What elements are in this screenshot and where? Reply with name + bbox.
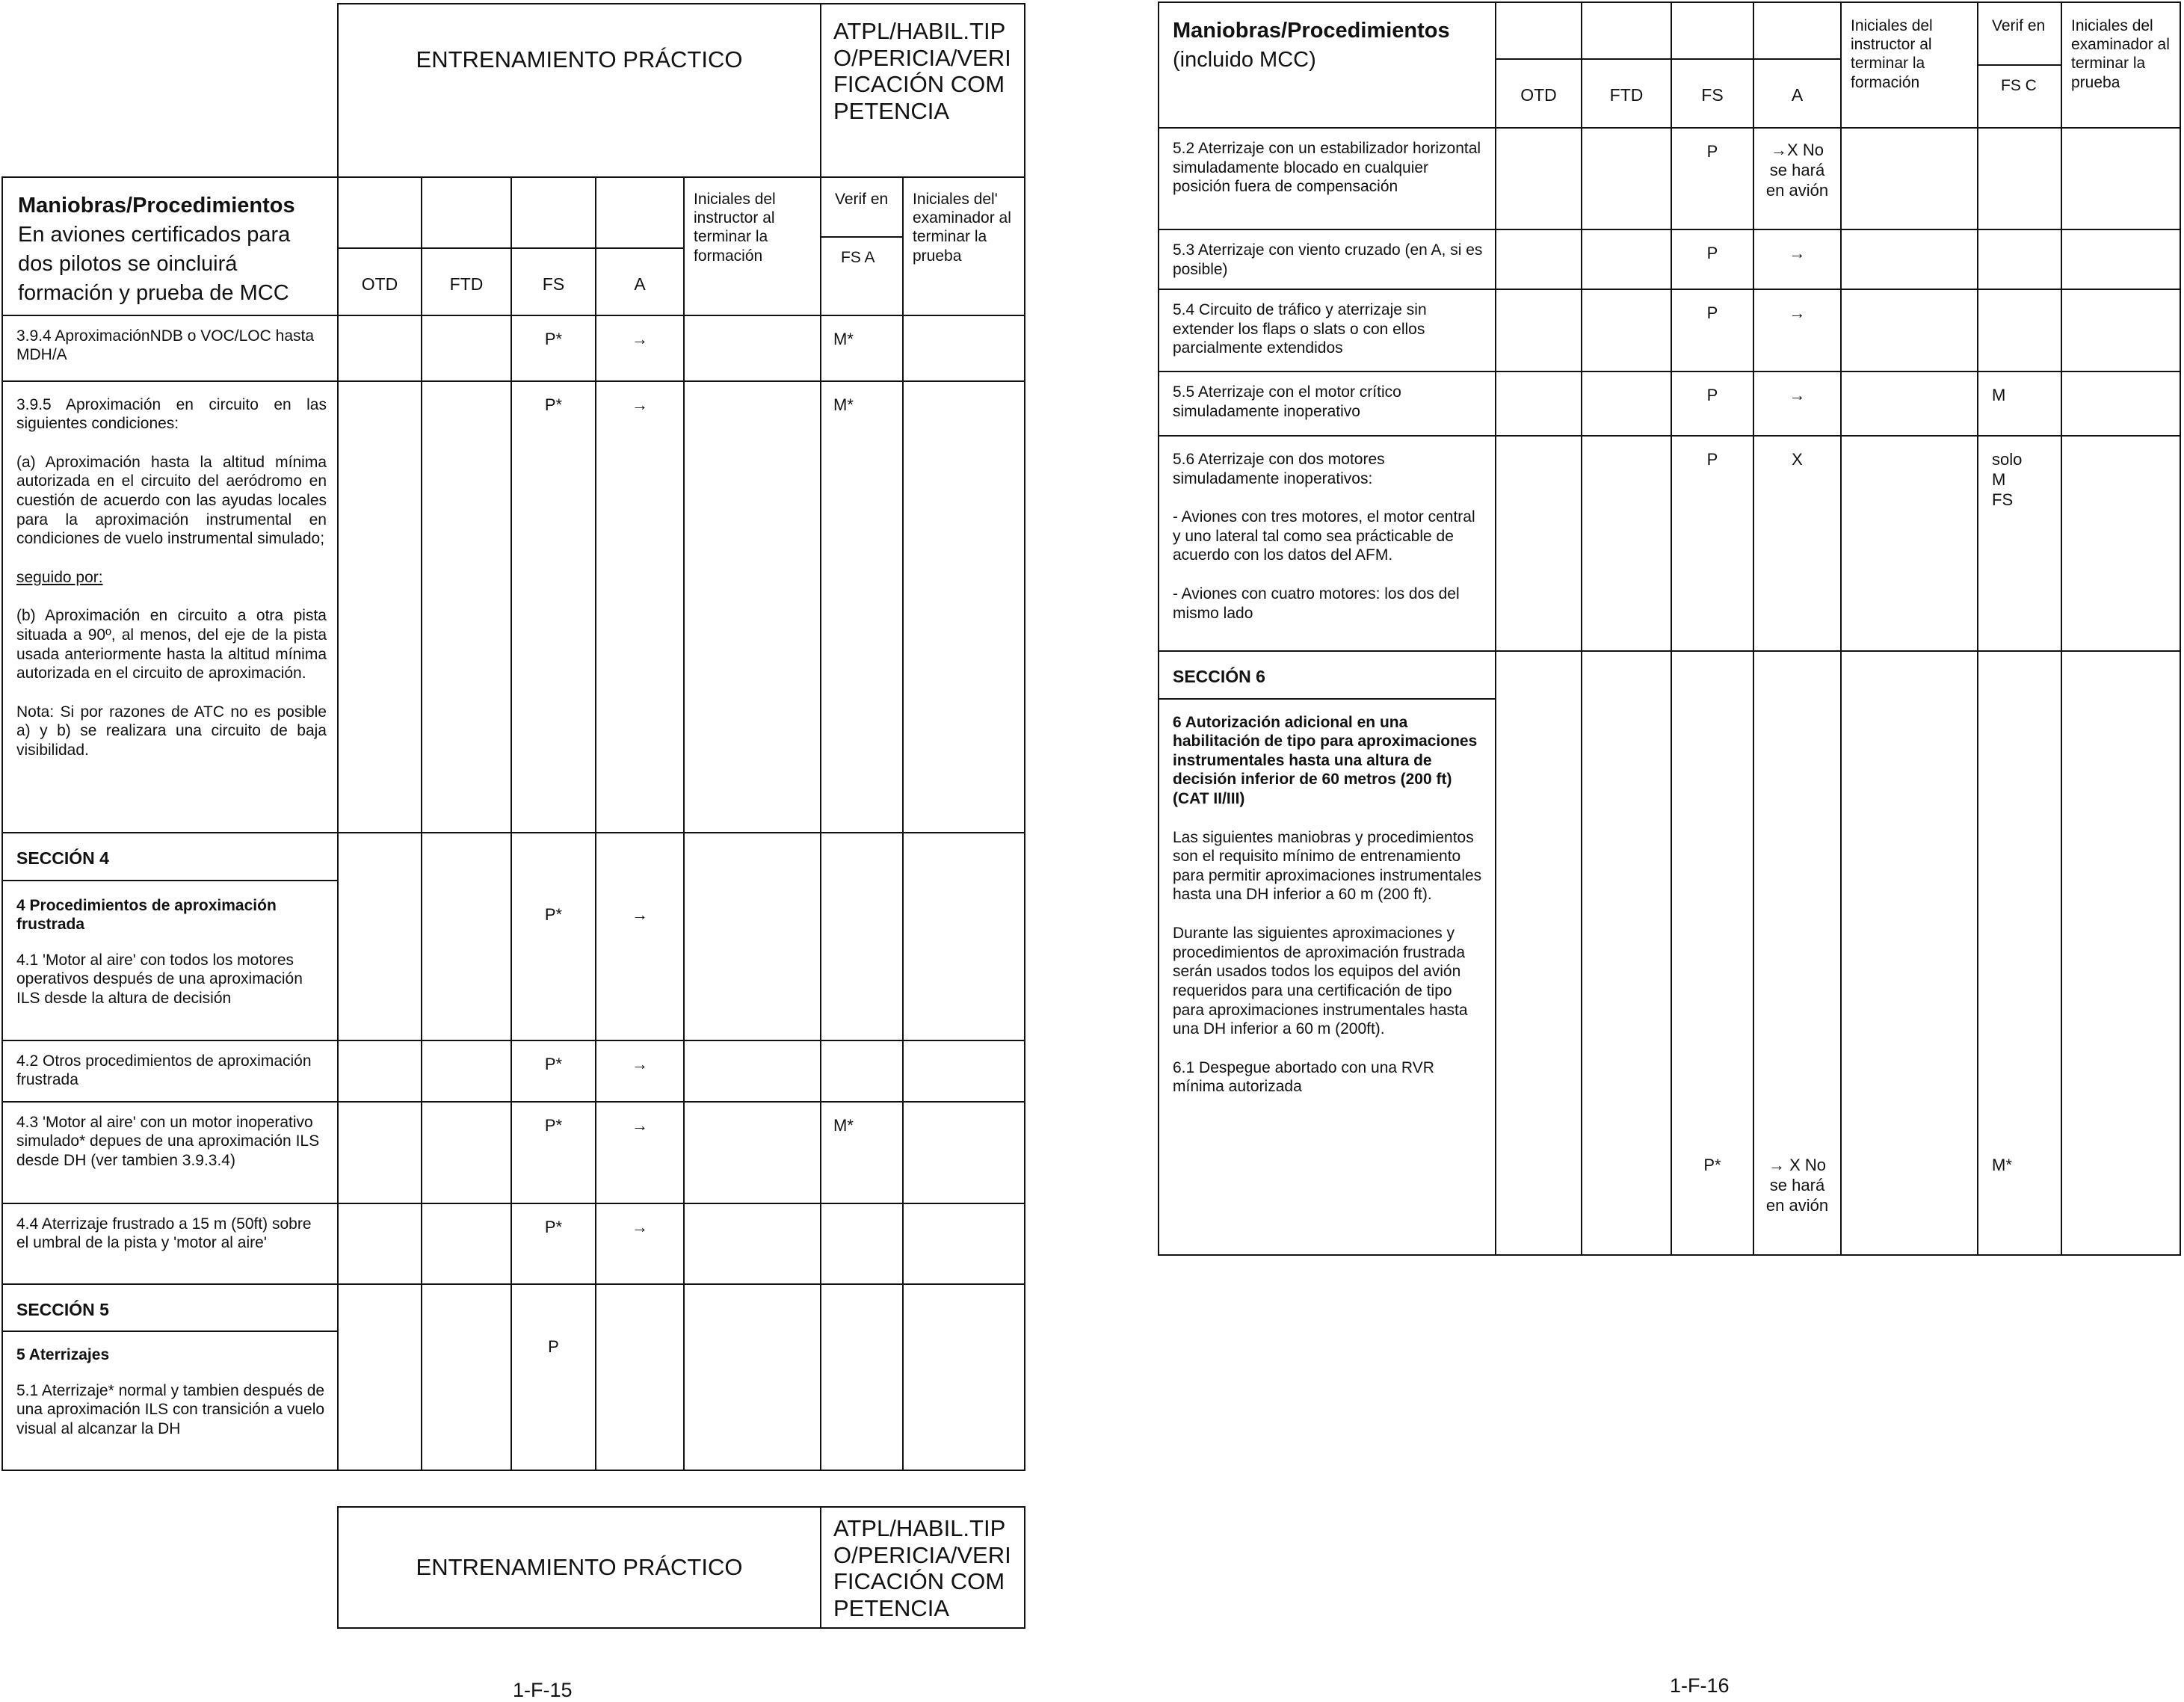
row-3-9-5-seguido: seguido por: — [16, 568, 103, 586]
right-table — [1158, 1, 2181, 1256]
row-3-9-4-fs: P* — [511, 315, 596, 381]
right-col-examiner-initials: Iniciales del examinador al terminar la prueba — [2061, 2, 2180, 128]
right-col-instructor-initials: Iniciales del instructor al terminar la formación — [1841, 2, 1978, 128]
row-3-9-5-b: (b) Aproximación en circuito a otra pista situada a 90º, al menos, del eje de la pista usada anteriormente hasta la altitud mínima autorizada en el circuito de aproximación. — [16, 607, 327, 682]
right-maneuvers-subheading: (incluido MCC) — [1173, 48, 1316, 73]
row-5-4-a: → — [1753, 289, 1841, 371]
row-5-6-intro: 5.6 Aterrizaje con dos motores simuladamente inoperativos: — [1173, 451, 1385, 487]
row-6-para-1: Las siguientes maniobras y procedimientos son el requisito mínimo de entrenamiento para permitir aproximaciones instrumentales hasta una DH inferior a 60 m (200 ft). — [1173, 828, 1482, 904]
right-col-ftd: FTD — [1582, 58, 1671, 127]
page-number-right: 1-F-16 — [1670, 1674, 1730, 1697]
right-col-verif-type: FS C — [2001, 77, 2037, 94]
row-4-title: 4 Procedimientos de aproximación frustrada — [16, 896, 277, 934]
row-4-1-fs: P* — [511, 833, 596, 1040]
right-col-a: A — [1754, 58, 1840, 127]
col-otd: OTD — [339, 247, 421, 315]
row-3-9-4-verif: M* — [821, 315, 903, 381]
col-verif-label: Verif en — [821, 190, 902, 238]
row-4-1-a: → — [596, 833, 684, 1040]
row-5-1 — [2, 1331, 338, 1470]
row-5-5-fs: P — [1671, 371, 1753, 436]
row-3-9-4-a: → — [596, 315, 684, 381]
row-3-9-5-a: (a) Aproximación hasta la altitud mínima autorizada en el circuito del aeródromo en cuestión de acuerdo con las ayudas locales para la aproximación instrumental en condiciones de vuelo instrumental simulado; — [16, 453, 327, 548]
row-6-title: 6 Autorización adicional en una habilitación de tipo para aproximaciones instrumentales hasta una altura de decisión inferior de 60 metros (200 ft) (CAT II/III) — [1173, 713, 1478, 808]
row-3-9-5-fs: P* — [511, 381, 596, 833]
row-4-4-fs: P* — [511, 1203, 596, 1284]
col-examiner-initials: Iniciales del' examinador al terminar la prueba — [903, 177, 1025, 315]
row-4-3-fs: P* — [511, 1102, 596, 1203]
row-6 — [1159, 699, 1496, 1255]
maneuvers-heading: Maniobras/Procedimientos — [18, 194, 295, 218]
col-verif-type: FS A — [841, 249, 875, 266]
page-number-left: 1-F-15 — [513, 1679, 573, 1701]
row-6-1-a: → X No se hará en avión — [1753, 651, 1841, 1255]
right-maneuvers-heading: Maniobras/Procedimientos — [1173, 19, 1450, 43]
row-5-title: 5 Aterrizajes — [16, 1346, 110, 1364]
row-3-9-5-intro: 3.9.5 Aproximación en circuito en las siguientes condiciones: — [16, 395, 327, 433]
blank-corner — [2, 4, 338, 177]
row-5-4-fs: P — [1671, 289, 1753, 371]
row-5-3-a: → — [1753, 229, 1841, 289]
section-5-label: SECCIÓN 5 — [2, 1284, 338, 1332]
row-5-1-text: 5.1 Aterrizaje* normal y tambien después de una aproximación ILS con transición a vuelo visual al alcanzar la DH — [16, 1381, 325, 1437]
footer-check-title: ATPL/HABIL.TIPO/PERICIA/VERIFICACIÓN COMPETENCIA — [833, 1515, 1011, 1621]
row-6-para-2: Durante las siguientes aproximaciones y procedimientos de aproximación frustrada serán usados todos los equipos del avión requeridos para una certificación de tipo para aproximaciones instrumentales hasta una DH inferior a 60 m (200ft). — [1173, 925, 1468, 1038]
row-3-9-5-note: Nota: Si por razones de ATC no es posible a) y b) se realizara una circuito de baja visibilidad. — [16, 703, 327, 759]
row-4-3-text: 4.3 'Motor al aire' con un motor inoperativo simulado* depues de una aproximación ILS desde DH (ver tambien 3.9.3.4) — [2, 1102, 338, 1203]
row-5-2-text: 5.2 Aterrizaje con un estabilizador horizontal simuladamente blocado en cualquier posición fuera de compensación — [1159, 128, 1496, 229]
row-5-5-verif: M — [1978, 371, 2061, 436]
row-5-2-fs: P — [1671, 128, 1753, 229]
training-title: ENTRENAMIENTO PRÁCTICO — [416, 46, 743, 73]
row-5-2-a: →X No se hará en avión — [1753, 128, 1841, 229]
col-a: A — [596, 247, 683, 315]
row-4-2-a: → — [596, 1040, 684, 1102]
row-4-3-a: → — [596, 1102, 684, 1203]
col-ftd: FTD — [422, 247, 510, 315]
col-instructor-initials: Iniciales del instructor al terminar la formación — [684, 177, 821, 315]
right-col-fs: FS — [1672, 58, 1753, 127]
row-3-9-5-a-mark: → — [596, 381, 684, 833]
row-6-1-fs: P* — [1671, 651, 1753, 1255]
row-5-6-fs: P — [1671, 436, 1753, 651]
row-5-6-bullet-1: - Aviones con tres motores, el motor central y uno lateral tal como sea prácticable de acuerdo con los datos del AFM. — [1173, 508, 1475, 564]
right-col-verif-label: Verif en — [1978, 16, 2061, 66]
row-5-6-a: X — [1753, 436, 1841, 651]
row-3-9-5-verif: M* — [821, 381, 903, 833]
row-4-4-text: 4.4 Aterrizaje frustrado a 15 m (50ft) sobre el umbral de la pista y 'motor al aire' — [2, 1203, 338, 1284]
col-fs: FS — [512, 247, 595, 315]
row-5-3-text: 5.3 Aterrizaje con viento cruzado (en A, si es posible) — [1159, 229, 1496, 289]
row-4-3-verif: M* — [821, 1102, 903, 1203]
row-6-1-text: 6.1 Despegue abortado con una RVR mínima autorizada — [1173, 1058, 1434, 1096]
check-title: ATPL/HABIL.TIPO/PERICIA/VERIFICACIÓN COMPETENCIA — [833, 18, 1011, 124]
row-5-5-text: 5.5 Aterrizaje con el motor crítico simuladamente inoperativo — [1159, 371, 1496, 436]
row-3-9-5 — [2, 381, 338, 833]
footer-training-title: ENTRENAMIENTO PRÁCTICO — [416, 1554, 743, 1581]
section-4-label: SECCIÓN 4 — [2, 833, 338, 881]
row-4-2-text: 4.2 Otros procedimientos de aproximación frustrada — [2, 1040, 338, 1102]
left-footer-header — [337, 1506, 1025, 1629]
row-5-3-fs: P — [1671, 229, 1753, 289]
maneuvers-subheading: En aviones certificados para dos pilotos se oincluirá formación y prueba de MCC — [18, 223, 291, 306]
row-5-4-text: 5.4 Circuito de tráfico y aterrizaje sin extender los flaps o slats o con ellos parcialmente extendidos — [1159, 289, 1496, 371]
row-5-5-a: → — [1753, 371, 1841, 436]
right-col-otd: OTD — [1496, 58, 1581, 127]
row-3-9-4-text: 3.9.4 AproximaciónNDB o VOC/LOC hasta MDH/A — [2, 315, 338, 381]
row-5-6-bullet-2: - Aviones con cuatro motores: los dos del mismo lado — [1173, 585, 1460, 622]
row-4-1-text: 4.1 'Motor al aire' con todos los motores operativos después de una aproximación ILS desde la altura de decisión — [16, 951, 303, 1007]
row-4-4-a: → — [596, 1203, 684, 1284]
row-6-1-verif: M* — [1978, 651, 2061, 1255]
row-5-6-verif: solo M FS — [1978, 436, 2061, 651]
row-4-1 — [2, 881, 338, 1040]
row-5-1-fs: P — [511, 1284, 596, 1471]
row-5-6 — [1159, 436, 1496, 651]
row-4-2-fs: P* — [511, 1040, 596, 1102]
left-table — [1, 3, 1025, 1471]
section-6-label: SECCIÓN 6 — [1159, 651, 1496, 699]
